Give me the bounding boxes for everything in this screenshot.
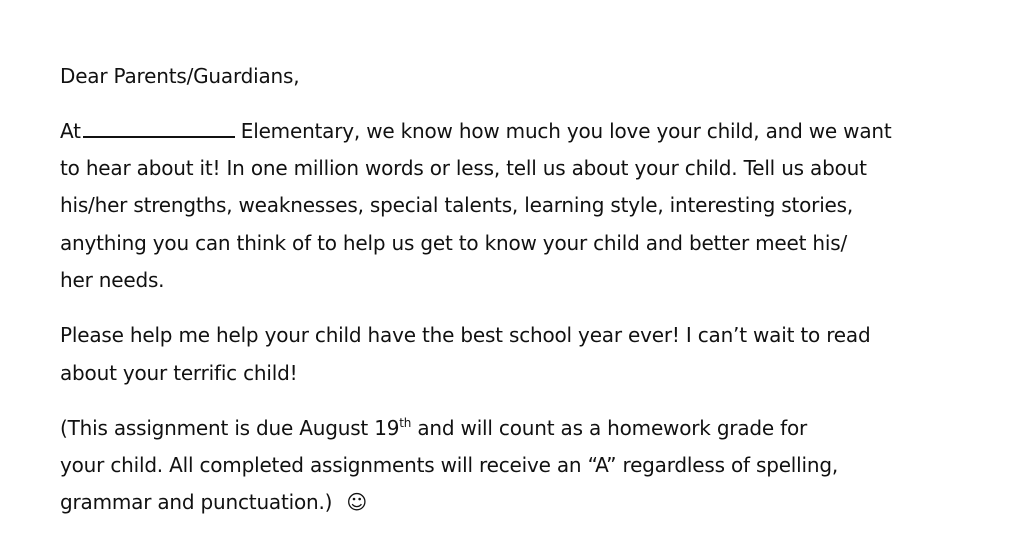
paragraph-line [60, 416, 807, 440]
paragraph-line: to hear about it! In one million words or less, tell us about your child. Tell us about [60, 156, 867, 180]
text-fragment: (This assignment is due August 19 [60, 416, 400, 440]
text-fragment: Elementary, we know how much you love your child, and we want [240, 119, 892, 143]
paragraph-line: your child. All completed assignments will receive an “A” regardless of spelling, [60, 453, 838, 477]
paragraph-line [60, 118, 892, 143]
ordinal-suffix: th [399, 416, 412, 430]
text-fragment: and will count as a homework grade for [411, 416, 808, 440]
text-fragment: At [60, 119, 81, 143]
paragraph-line: his/her strengths, weaknesses, special talents, learning style, interesting stories, [60, 193, 854, 217]
paragraph-line: about your terrific child! [60, 361, 298, 385]
paragraph-line: her needs. [60, 268, 165, 292]
text-fragment: grammar and punctuation.) [60, 490, 333, 514]
smiley-icon: ☺ [346, 490, 368, 514]
paragraph-line [60, 490, 367, 514]
paragraph-line: anything you can think of to help us get to know your child and better meet his/ [60, 231, 848, 255]
paragraph-line: Please help me help your child have the best school year ever! I can’t wait to read [60, 323, 871, 347]
salutation: Dear Parents/Guardians, [60, 64, 300, 88]
school-name-blank [83, 118, 235, 138]
